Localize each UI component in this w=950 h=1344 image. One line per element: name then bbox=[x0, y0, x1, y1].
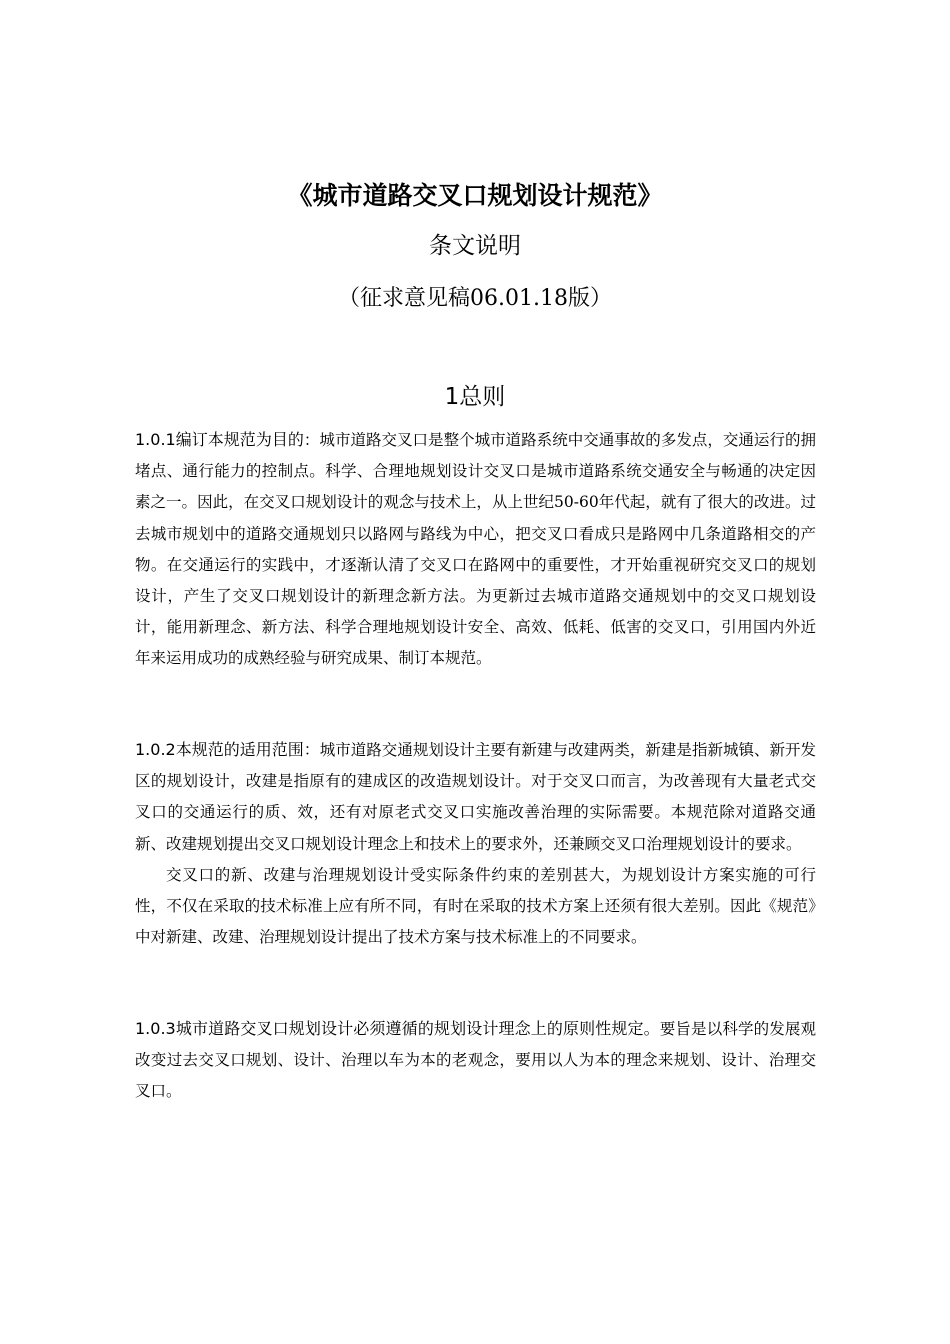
section-body: 城市道路交叉口是整个城市道路系统中交通事故的多发点，交通运行的拥堵点、通行能力的控制点。科学、合理地规划设计交叉口是城市道路系统交通安全与畅通的决定因素之一。因此，在交叉口规划设计的观念与技术上，从上世纪50-60年代起，就有了很大的改进。过去城市规划中的道路交通规划只以路网与路线为中心，把交叉口看成只是路网中几条道路相交的产物。在交通运行的实践中，才逐渐认清了交叉口在路网中的重要性，才开始重视研究交叉口的规划设计，产生了交叉口规划设计的新理念新方法。为更新过去城市道路交通规划中的交叉口规划设计，能用新理念、新方法、科学合理地规划设计安全、高效、低耗、低害的交叉口，引用国内外近年来运用成功的成熟经验与研究成果、制订本规范。 bbox=[135, 431, 816, 668]
section-separator: ： bbox=[303, 431, 320, 449]
section-paragraph bbox=[135, 424, 816, 675]
section-body: 要旨是以科学的发展观改变过去交叉口规划、设计、治理以车为本的老观念，要用以人为本的理念来规划、设计、治理交叉口。 bbox=[135, 1020, 816, 1101]
document-version: （征求意见稿06.01.18版） bbox=[338, 286, 612, 311]
section-1-0-2 bbox=[135, 734, 816, 953]
section-number-title: 1.0.2本规范的适用范围： bbox=[135, 740, 320, 759]
section-body: 城市道路交通规划设计主要有新建与改建两类，新建是指新城镇、新开发区的规划设计，改建是指原有的建成区的改造规划设计。对于交叉口而言，为改善现有大量老式交叉口的交通运行的质、效，还有对原老式交叉口实施改善治理的实际需要。本规范除对道路交通新、改建规划提出交叉口规划设计理念上和技术上的要求外，还兼顾交叉口治理规划设计的要求。 bbox=[135, 741, 816, 853]
document-subtitle: 条文说明 bbox=[429, 233, 521, 259]
section-paragraph-2: 交叉口的新、改建与治理规划设计受实际条件约束的差别甚大，为规划设计方案实施的可行性，不仅在采取的技术标准上应有所不同，有时在采取的技术方案上还须有很大差别。因此《规范》中对新建、改建、治理规划设计提出了技术方案与技术标准上的不同要求。 bbox=[135, 865, 816, 947]
chapter-heading: 1总则 bbox=[444, 384, 506, 410]
section-paragraph bbox=[135, 734, 816, 860]
section-1-0-1 bbox=[135, 424, 816, 675]
section-1-0-3 bbox=[135, 1013, 816, 1108]
section-paragraph bbox=[135, 1013, 816, 1108]
document-title: 《城市道路交叉口规划设计规范》 bbox=[287, 181, 663, 210]
section-number-title: 1.0.1编订本规范为目的 bbox=[135, 430, 304, 449]
section-number-title: 1.0.3城市道路交叉口规划设计必须遵循的规划设计理念上的原则性规定。 bbox=[135, 1019, 660, 1038]
